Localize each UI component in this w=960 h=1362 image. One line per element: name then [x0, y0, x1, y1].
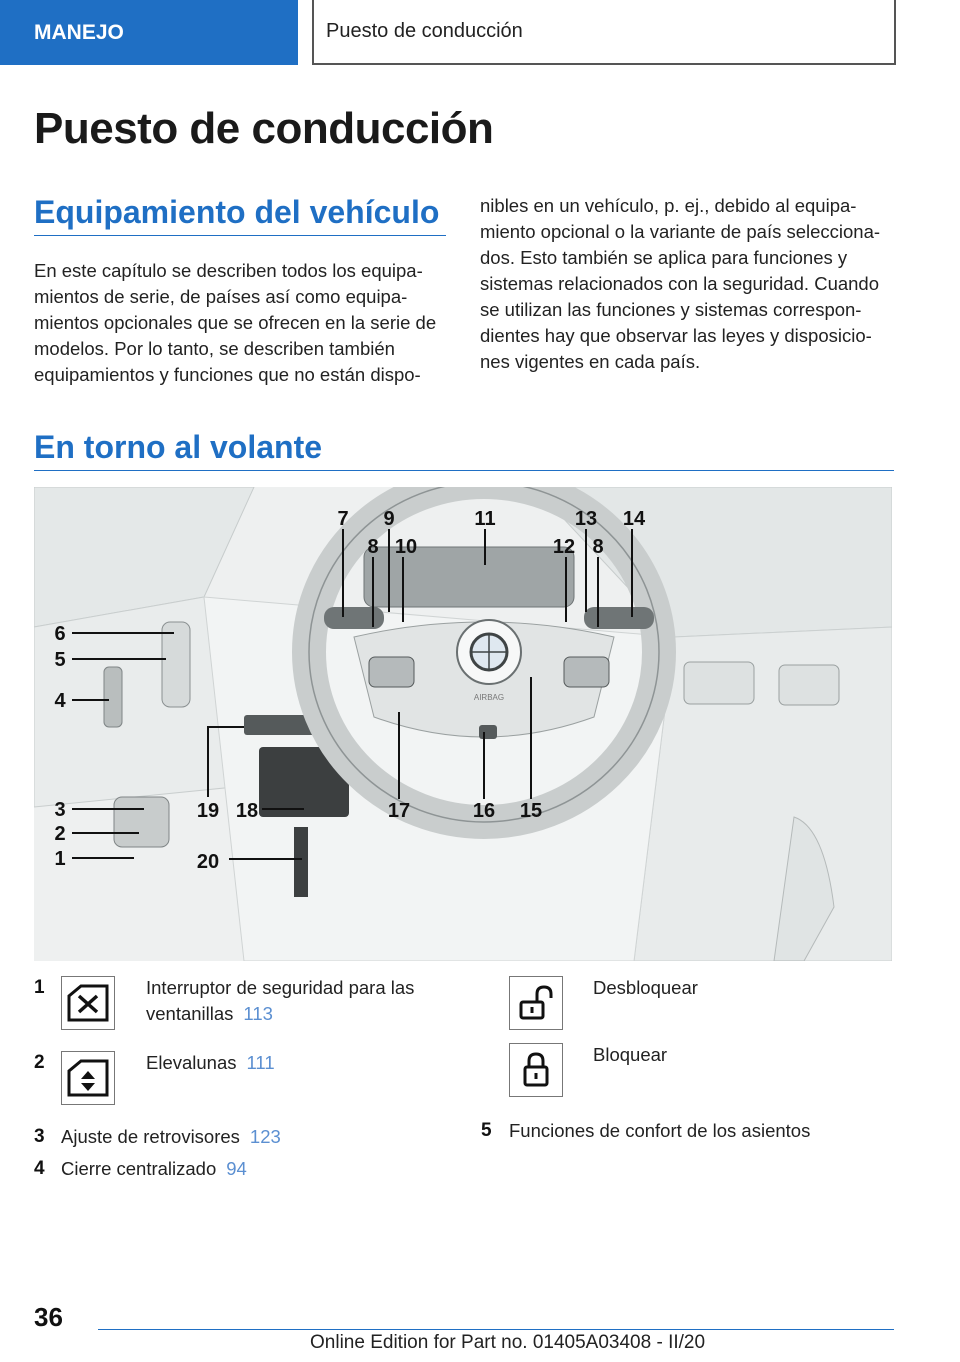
item-text: ventanillas — [146, 1003, 234, 1024]
text-line: mientos de serie, de países así como equipa- — [34, 286, 408, 307]
footer-rule — [98, 1329, 894, 1330]
cockpit-drawing — [34, 487, 892, 961]
text-line: miento opcional o la variante de país selecciona- — [480, 221, 881, 242]
text-line: nes vigentes en cada país. — [480, 351, 701, 372]
text-line: dos. Esto también se aplica para funciones y — [480, 247, 848, 268]
list-item: Desbloquear — [593, 977, 698, 998]
callout-label: 9 — [383, 508, 395, 530]
page-reference-link[interactable]: 111 — [246, 1052, 275, 1073]
list-item: Bloquear — [593, 1044, 668, 1065]
item-text: Ajuste de retrovisores — [61, 1126, 240, 1147]
list-item — [61, 1156, 247, 1182]
page-title: Puesto de conducción — [34, 104, 494, 153]
callout-label: 14 — [622, 508, 646, 530]
section-rule — [34, 470, 894, 471]
callout-label: 8 — [592, 536, 604, 558]
callout-label: 10 — [394, 536, 418, 558]
item-number: 1 — [34, 977, 45, 998]
unlock-icon — [509, 976, 563, 1030]
chapter-label: Puesto de conducción — [326, 20, 523, 42]
section-label: MANEJO — [34, 20, 124, 44]
callout-label: 7 — [337, 508, 349, 530]
page-reference-link[interactable]: 94 — [226, 1158, 247, 1179]
callout-label: 18 — [235, 800, 259, 822]
text-line: equipamientos y funciones que no están dispo- — [34, 364, 421, 385]
intro-paragraph-col2 — [480, 193, 900, 375]
callout-label: 3 — [54, 799, 66, 821]
callout-label: 8 — [367, 536, 379, 558]
callout-label: 11 — [474, 508, 496, 530]
callout-label: 20 — [196, 851, 220, 873]
callout-label: 16 — [472, 800, 496, 822]
callout-label: 12 — [552, 536, 576, 558]
chapter-header — [312, 0, 896, 65]
text-line: nibles en un vehículo, p. ej., debido al equipa- — [480, 195, 857, 216]
window-lock-icon — [61, 976, 115, 1030]
power-window-icon — [61, 1051, 115, 1105]
text-line: dientes hay que observar las leyes y disposicio- — [480, 325, 872, 346]
item-text: Interruptor de seguridad para las — [146, 977, 415, 998]
text-line: En este capítulo se describen todos los equipa- — [34, 260, 423, 281]
list-item — [146, 975, 414, 1027]
callout-label: 13 — [574, 508, 598, 530]
item-number: 2 — [34, 1052, 45, 1073]
section-title-equipamiento: Equipamiento del vehículo — [34, 194, 440, 230]
item-number: 4 — [34, 1158, 45, 1179]
list-item — [61, 1124, 281, 1150]
cockpit-illustration — [34, 487, 892, 961]
text-line: modelos. Por lo tanto, se describen también — [34, 338, 395, 359]
callout-label: 4 — [54, 690, 66, 712]
callout-label: 15 — [519, 800, 543, 822]
item-text: Cierre centralizado — [61, 1158, 217, 1179]
edition-note: Online Edition for Part no. 01405A03408 - II/20 — [310, 1332, 706, 1353]
section-title-volante: En torno al volante — [34, 429, 323, 465]
item-number: 3 — [34, 1126, 45, 1147]
callout-label: 19 — [196, 800, 220, 822]
text-line: mientos opcionales que se ofrecen en la serie de — [34, 312, 437, 333]
page-reference-link[interactable]: 113 — [243, 1003, 273, 1024]
callout-label: 1 — [54, 848, 66, 870]
callout-label: 6 — [54, 623, 66, 645]
section-tab[interactable] — [0, 0, 298, 65]
callout-label: 5 — [54, 649, 66, 671]
list-item: Funciones de confort de los asientos — [509, 1120, 811, 1141]
lock-icon — [509, 1043, 563, 1097]
text-line: sistemas relacionados con la seguridad. Cuando — [480, 273, 880, 294]
page-number: 36 — [34, 1302, 63, 1332]
airbag-label: AIRBAG — [473, 693, 505, 702]
callout-label: 2 — [54, 823, 66, 845]
list-item — [146, 1050, 275, 1076]
page-reference-link[interactable]: 123 — [249, 1126, 281, 1147]
text-line: se utilizan las funciones y sistemas correspon- — [480, 299, 862, 320]
callout-label: 17 — [387, 800, 411, 822]
item-number: 5 — [481, 1120, 492, 1141]
intro-paragraph-col1 — [34, 258, 454, 388]
section-rule — [34, 235, 446, 236]
item-text: Elevalunas — [146, 1052, 237, 1073]
